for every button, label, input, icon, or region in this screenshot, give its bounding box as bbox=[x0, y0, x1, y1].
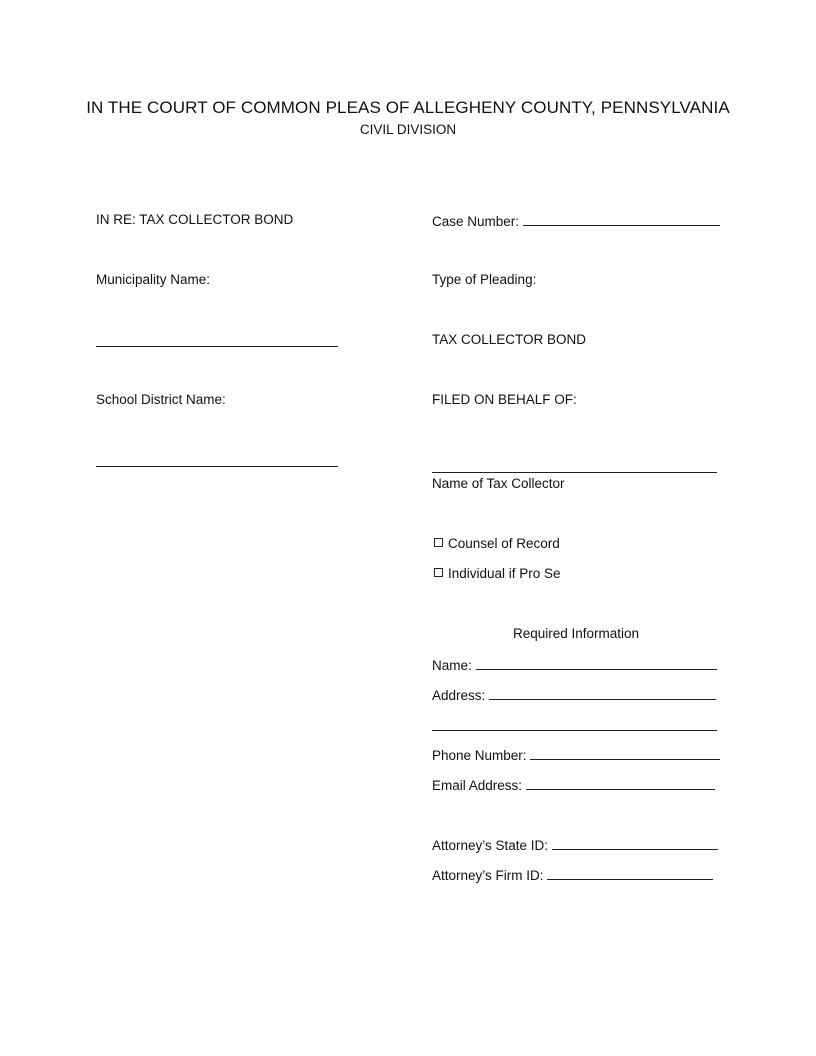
address-field-line1[interactable] bbox=[489, 686, 716, 700]
email-field[interactable] bbox=[526, 776, 715, 790]
phone-field[interactable] bbox=[530, 746, 720, 760]
phone-row bbox=[432, 746, 720, 764]
pleading-value: TAX COLLECTOR BOND bbox=[432, 332, 587, 347]
in-re-caption: IN RE: TAX COLLECTOR BOND bbox=[96, 212, 294, 227]
case-number-field[interactable] bbox=[523, 212, 720, 226]
address-label: Address: bbox=[432, 688, 486, 703]
attorney-state-id-field[interactable] bbox=[552, 836, 718, 850]
email-row bbox=[432, 776, 715, 794]
phone-label: Phone Number: bbox=[432, 748, 527, 763]
option-individual-pro-se[interactable] bbox=[432, 566, 561, 582]
attorney-firm-id-field[interactable] bbox=[547, 866, 713, 880]
option-counsel-label: Counsel of Record bbox=[448, 536, 560, 551]
name-field[interactable] bbox=[476, 656, 717, 670]
court-title: IN THE COURT OF COMMON PLEAS OF ALLEGHENY COUNTY, PENNSYLVANIA bbox=[86, 98, 730, 117]
attorney-firm-id-label: Attorney’s Firm ID: bbox=[432, 868, 544, 883]
attorney-state-id-row bbox=[432, 836, 718, 854]
municipality-name-label: Municipality Name: bbox=[96, 272, 211, 287]
name-label: Name: bbox=[432, 658, 472, 673]
attorney-state-id-label: Attorney’s State ID: bbox=[432, 838, 549, 853]
required-information-heading: Required Information bbox=[512, 626, 640, 641]
name-row bbox=[432, 656, 717, 674]
attorney-firm-id-row bbox=[432, 866, 713, 884]
municipality-name-field[interactable] bbox=[96, 346, 338, 347]
address-row bbox=[432, 686, 716, 704]
checkbox-individual[interactable] bbox=[434, 568, 443, 577]
option-individual-label: Individual if Pro Se bbox=[448, 566, 561, 581]
filed-on-behalf-label: FILED ON BEHALF OF: bbox=[432, 392, 577, 407]
option-counsel-of-record[interactable] bbox=[432, 536, 560, 552]
tax-collector-name-field[interactable] bbox=[432, 472, 717, 473]
school-district-name-field[interactable] bbox=[96, 466, 338, 467]
checkbox-counsel[interactable] bbox=[434, 538, 443, 547]
case-number-label: Case Number: bbox=[432, 214, 520, 229]
tax-collector-name-caption: Name of Tax Collector bbox=[432, 476, 565, 491]
type-of-pleading-label: Type of Pleading: bbox=[432, 272, 537, 287]
case-number-row bbox=[432, 212, 720, 230]
address-field-line2[interactable] bbox=[432, 730, 717, 731]
email-label: Email Address: bbox=[432, 778, 523, 793]
school-district-name-label: School District Name: bbox=[96, 392, 226, 407]
division-subtitle: CIVIL DIVISION bbox=[359, 122, 457, 137]
